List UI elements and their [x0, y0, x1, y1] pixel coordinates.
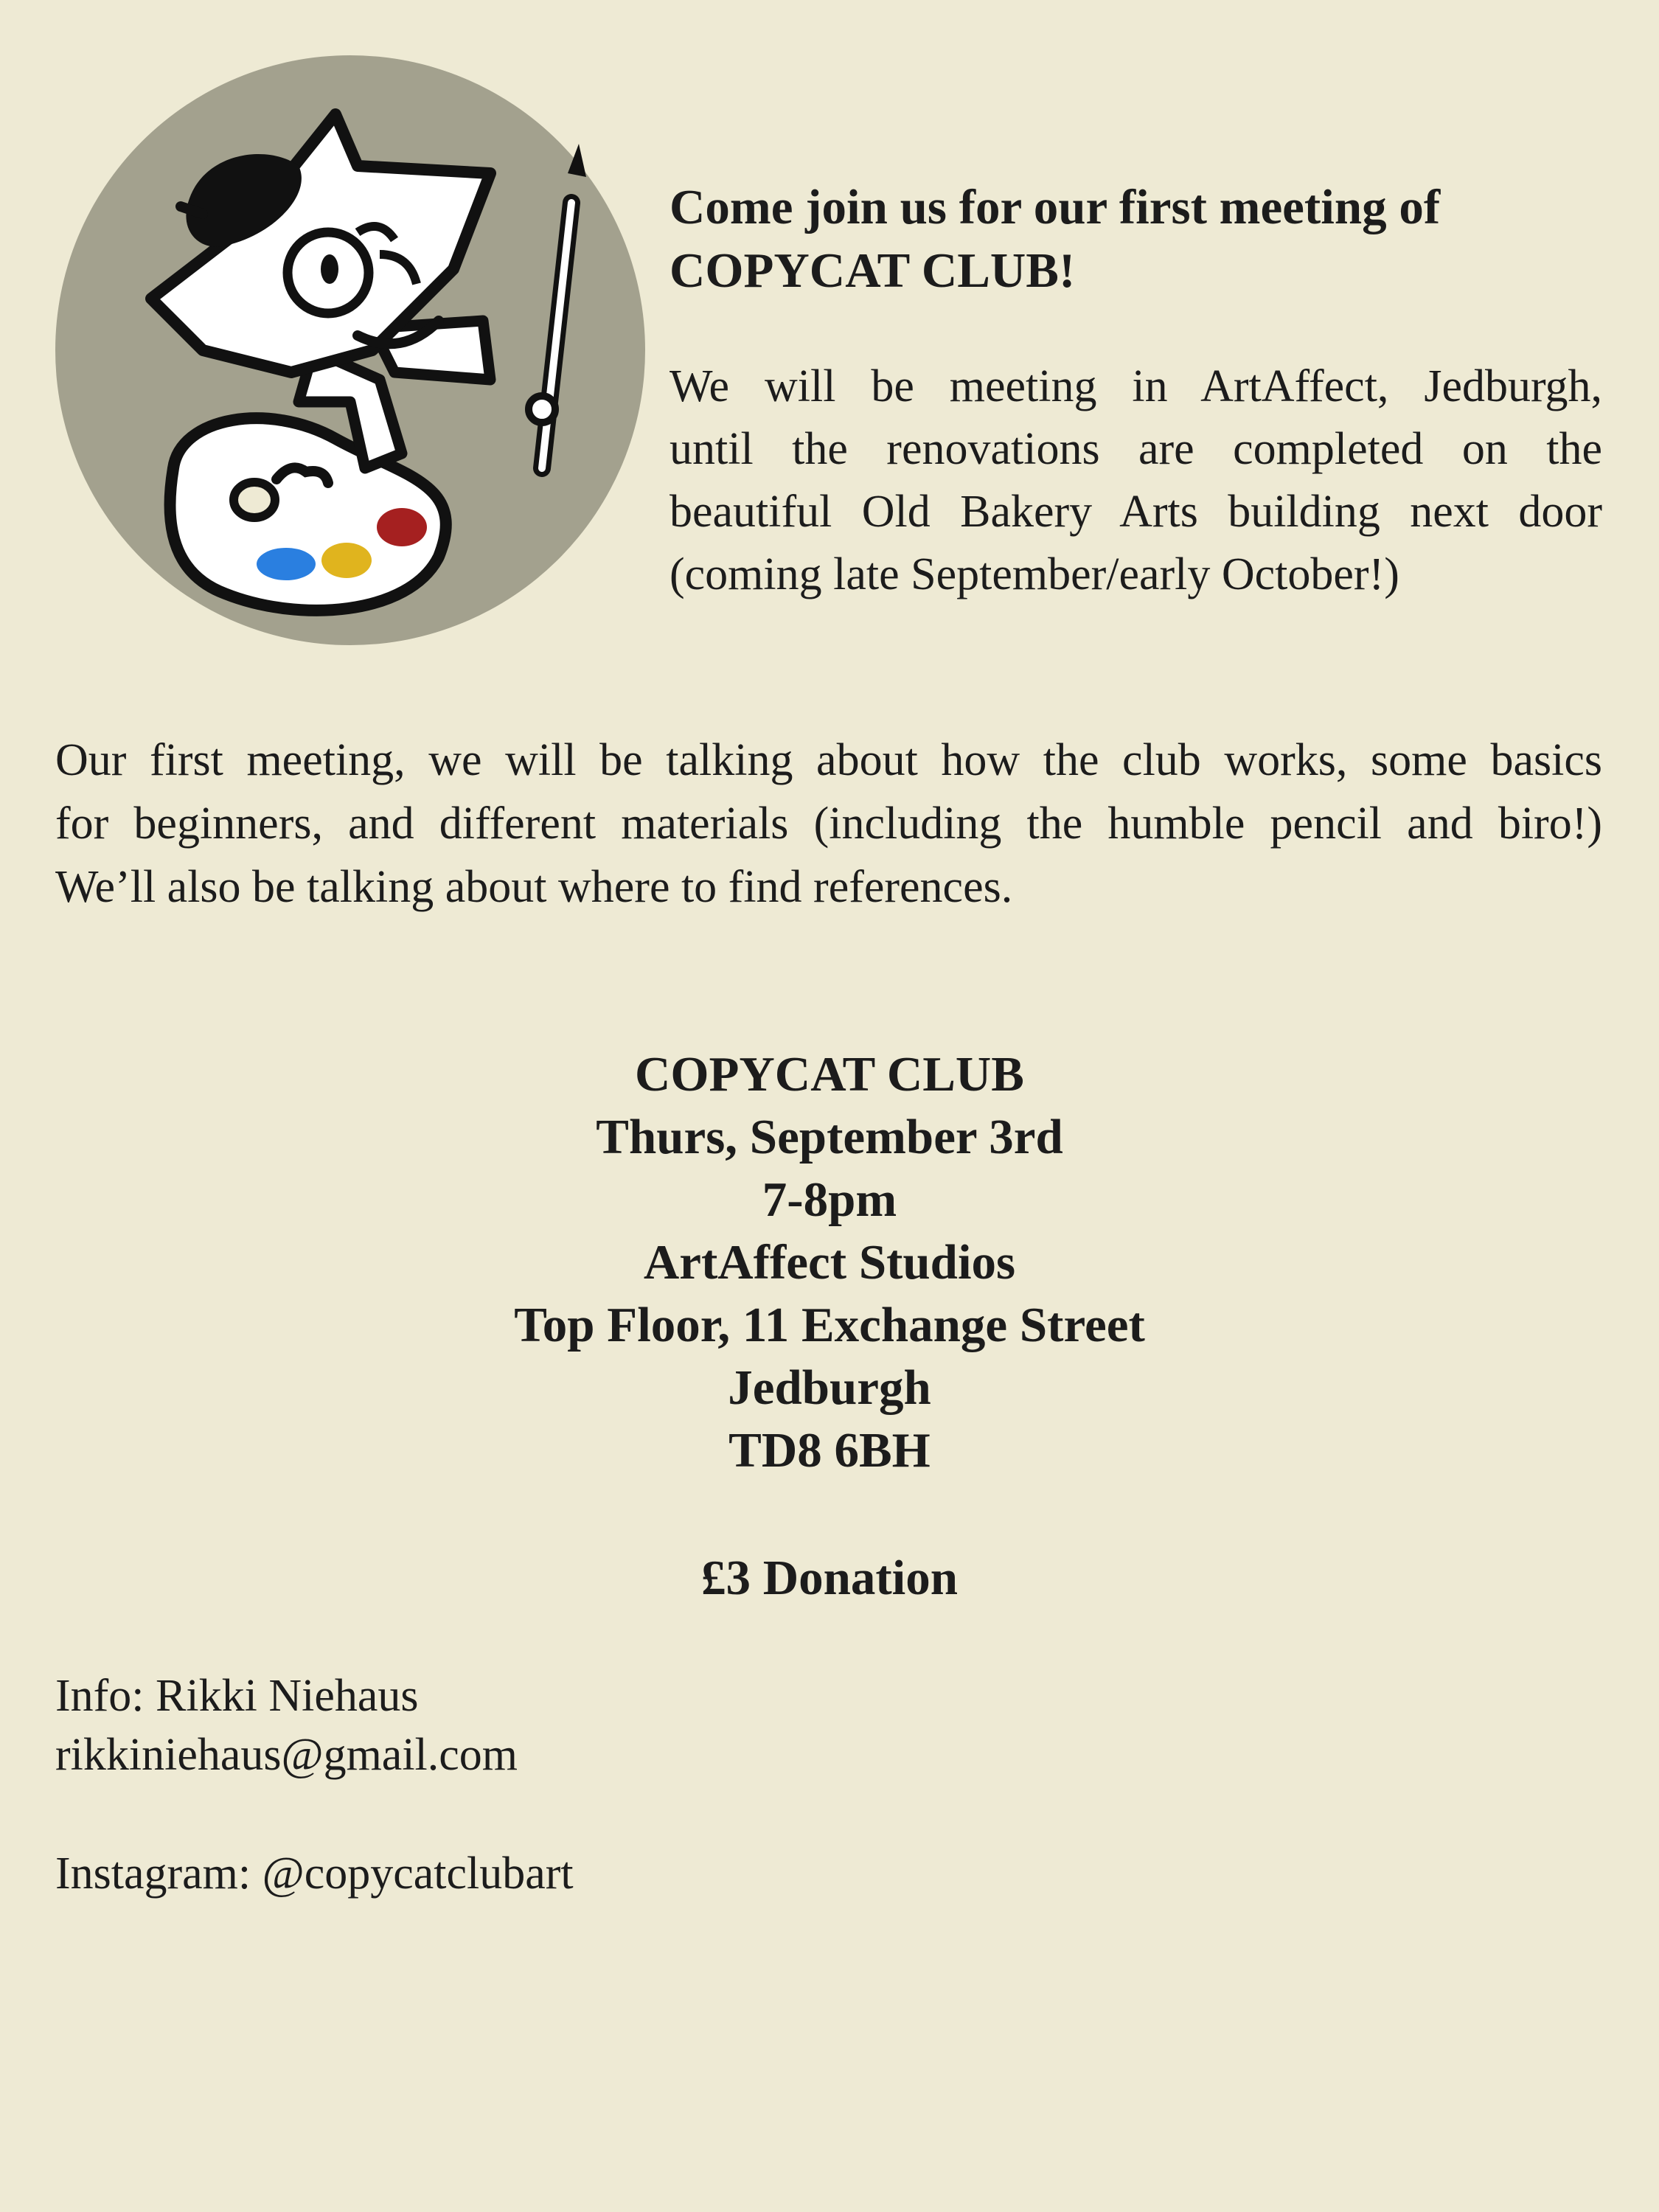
location-line: (coming late September/early October!)	[669, 549, 1399, 599]
intro-section	[669, 175, 1602, 606]
first-meeting-line: for beginners, and different materials (including the humble pencil and biro!)	[55, 799, 1602, 849]
event-details	[0, 1043, 1659, 1482]
location-line: beautiful Old Bakery Arts building next door	[669, 487, 1602, 537]
event-time: 7-8pm	[762, 1172, 897, 1227]
event-address: Top Floor, 11 Exchange Street	[514, 1298, 1145, 1352]
event-name: COPYCAT CLUB	[635, 1047, 1024, 1102]
first-meeting-line: We’ll also be talking about where to find references.	[55, 862, 1013, 912]
location-line: until the renovations are completed on the	[669, 424, 1602, 474]
event-venue: ArtAffect Studios	[643, 1235, 1016, 1290]
painter-cat-icon	[55, 55, 645, 645]
event-date: Thurs, September 3rd	[596, 1110, 1063, 1164]
first-meeting-paragraph	[55, 728, 1602, 919]
location-paragraph	[669, 355, 1602, 606]
event-town: Jedburgh	[728, 1360, 931, 1415]
location-line: We will be meeting in ArtAffect, Jedburgh,	[669, 361, 1602, 411]
donation-text: £3 Donation	[700, 1551, 959, 1605]
contact-name: Info: Rikki Niehaus	[55, 1671, 419, 1721]
headline	[669, 175, 1602, 302]
painter-cat-logo	[55, 55, 645, 645]
headline-line: COPYCAT CLUB!	[669, 243, 1076, 298]
contact-info	[55, 1666, 518, 1784]
headline-line: Come join us for our first meeting of	[669, 180, 1441, 234]
event-postcode: TD8 6BH	[728, 1423, 931, 1478]
first-meeting-line: Our first meeting, we will be talking about how the club works, some basics	[55, 735, 1602, 785]
instagram-handle[interactable]: Instagram: @copycatclubart	[55, 1848, 574, 1899]
contact-email[interactable]: rikkiniehaus@gmail.com	[55, 1730, 518, 1780]
